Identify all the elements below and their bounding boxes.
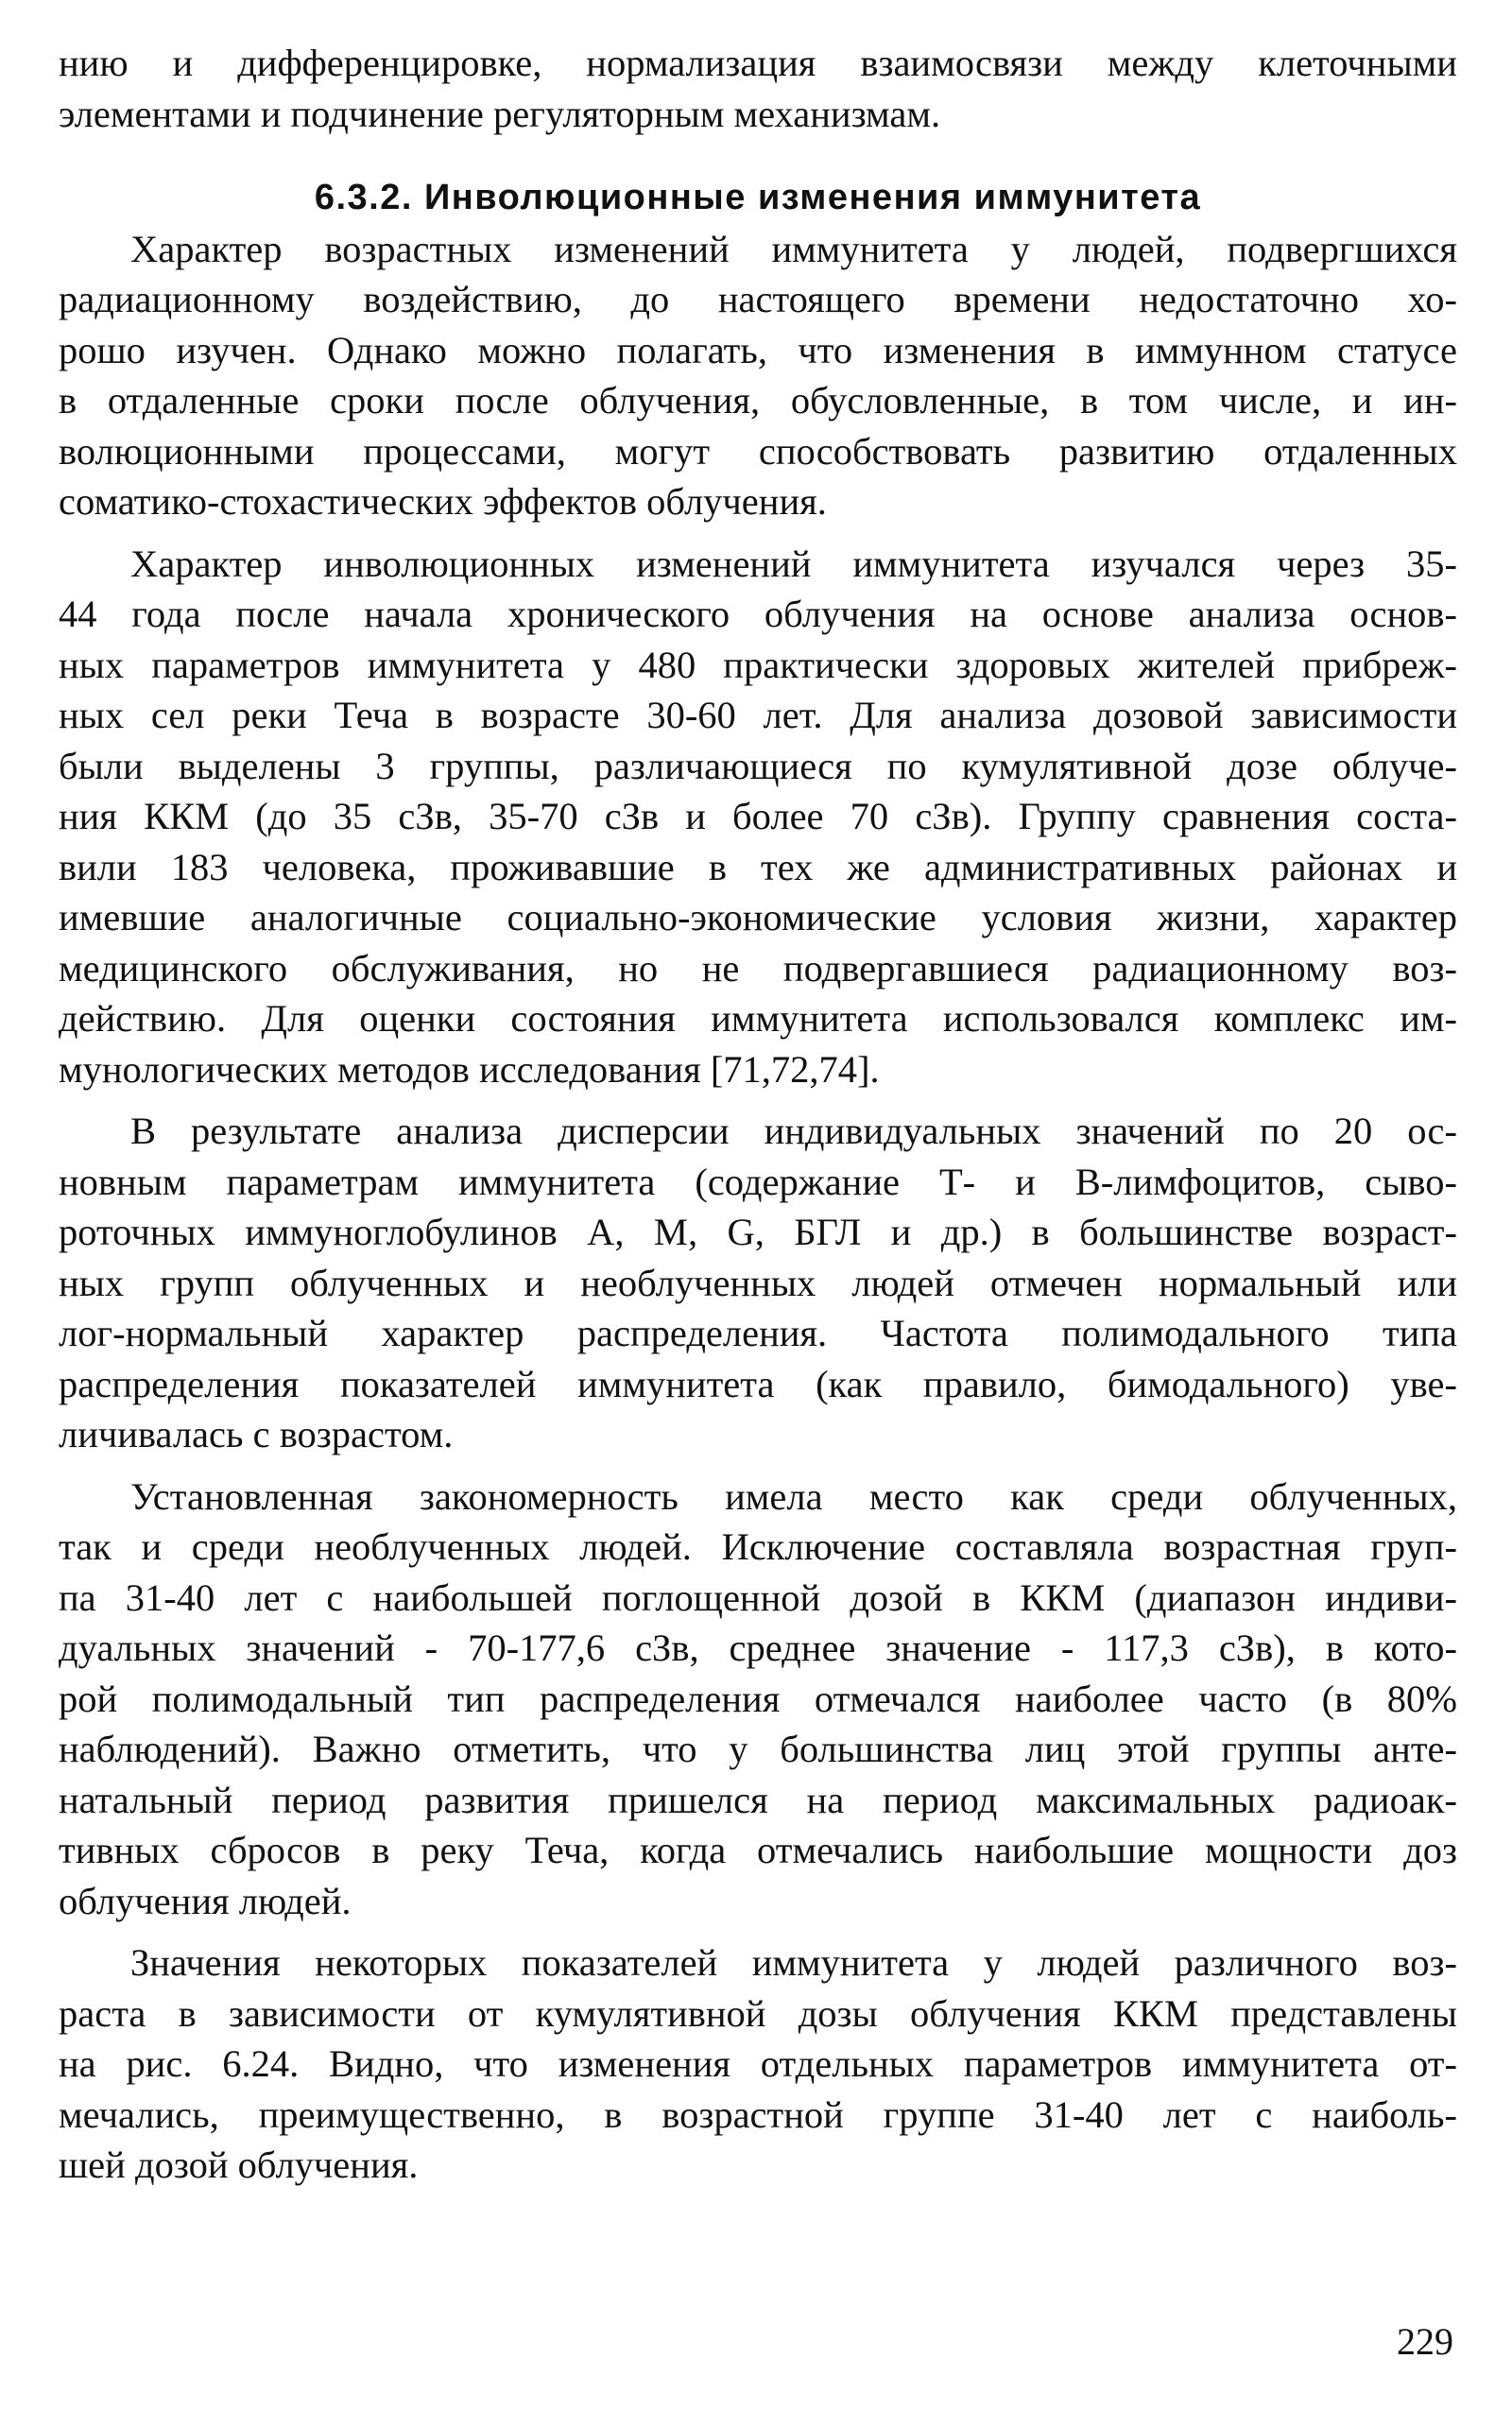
text-line: Характер инволюционных изменений иммунитета изучался через 35-: [130, 542, 1457, 585]
text-line: роточных иммуноглобулинов А, М, G, БГЛ и др.) в большинстве возраст-: [59, 1211, 1457, 1253]
text-line: шей дозой облучения.: [59, 2143, 419, 2186]
text-line: рой полимодальный тип распределения отмечался наиболее часто (в 80%: [59, 1677, 1457, 1720]
text-line: ных групп облученных и необлученных людей отмечен нормальный или: [59, 1261, 1457, 1304]
text-line: новным параметрам иммунитета (содержание Т- и В-лимфоцитов, сыво-: [59, 1160, 1457, 1203]
text-line: наблюдений). Важно отметить, что у большинства лиц этой группы анте-: [59, 1728, 1457, 1770]
paragraph-4: [59, 1472, 1457, 1927]
text-line: В результате анализа дисперсии индивидуальных значений по 20 ос-: [130, 1110, 1457, 1152]
text-line: рошо изучен. Однако можно полагать, что изменения в иммунном статусе: [59, 328, 1457, 371]
text-line: мунологических методов исследования [71,72,74].: [59, 1047, 880, 1091]
text-line: 44 года после начала хронического облучения на основе анализа основ-: [59, 593, 1457, 635]
text-line: ния ККМ (до 35 сЗв, 35-70 сЗв и более 70 сЗв). Группу сравнения соста-: [59, 795, 1457, 837]
text-line: имевшие аналогичные социально-экономические условия жизни, характер: [59, 896, 1457, 938]
paragraph-3: [59, 1106, 1457, 1460]
text-line: так и среди необлученных людей. Исключение составляла возрастная груп-: [59, 1525, 1457, 1568]
text-line: лог-нормальный характер распределения. Частота полимодального типа: [59, 1312, 1457, 1354]
text-line: Установленная закономерность имела место как среди облученных,: [130, 1474, 1457, 1518]
page-body: [59, 38, 1457, 2191]
text-line: вили 183 человека, проживавшие в тех же административных районах и: [59, 845, 1457, 888]
text-line: соматико-стохастических эффектов облучения.: [59, 480, 827, 523]
text-line: элементами и подчинение регуляторным механизмам.: [59, 92, 941, 135]
text-line: облучения людей.: [59, 1879, 352, 1922]
text-line: радиационному воздействию, до настоящего времени недостаточно хо-: [59, 278, 1457, 320]
text-line: Характер возрастных изменений иммунитета у людей, подвергшихся: [130, 227, 1457, 270]
paragraph-2: [59, 539, 1457, 1095]
text-line: действию. Для оценки состояния иммунитета использовался комплекс им-: [59, 997, 1457, 1040]
text-line: распределения показателей иммунитета (как правило, бимодального) уве-: [59, 1362, 1457, 1405]
text-line: раста в зависимости от кумулятивной дозы облучения ККМ представлены: [59, 1991, 1457, 2035]
text-line: мечались, преимущественно, в возрастной группе 31-40 лет с наиболь-: [59, 2092, 1457, 2136]
text-line: волюционными процессами, могут способствовать развитию отдаленных: [59, 429, 1457, 473]
text-line: ных сел реки Теча в возрасте 30-60 лет. Для анализа дозовой зависимости: [59, 694, 1457, 736]
text-line: натальный период развития пришелся на период максимальных радиоак-: [59, 1778, 1457, 1821]
text-line: на рис. 6.24. Видно, что изменения отдельных параметров иммунитета от-: [59, 2042, 1457, 2085]
paragraph-1: [59, 224, 1457, 527]
text-line: па 31-40 лет с наибольшей поглощенной дозой в ККМ (диапазон индиви-: [59, 1575, 1457, 1619]
text-line: в отдаленные сроки после облучения, обусловленные, в том числе, и ин-: [59, 379, 1457, 422]
text-line: медицинского обслуживания, но не подвергавшиеся радиационному воз-: [59, 946, 1457, 990]
text-line: Значения некоторых показателей иммунитета у людей различного воз-: [130, 1941, 1457, 1984]
intro-paragraph: [59, 38, 1457, 139]
text-line: ных параметров иммунитета у 480 практически здоровых жителей прибреж-: [59, 643, 1457, 686]
text-line: нию и дифференцировке, нормализация взаимосвязи между клеточными: [59, 42, 1457, 84]
section-heading: 6.3.2. Инволюционные изменения иммунитета: [314, 178, 1202, 217]
text-line: дуальных значений - 70-177,6 сЗв, среднее значение - 117,3 сЗв), в кото-: [59, 1627, 1457, 1669]
page-number: 229: [1397, 2320, 1453, 2363]
text-line: личивалась с возрастом.: [59, 1413, 454, 1455]
text-line: тивных сбросов в реку Теча, когда отмечались наибольшие мощности доз: [59, 1829, 1457, 1871]
text-line: были выделены 3 группы, различающиеся по кумулятивной дозе облуче-: [59, 744, 1457, 787]
paragraph-5: [59, 1937, 1457, 2191]
